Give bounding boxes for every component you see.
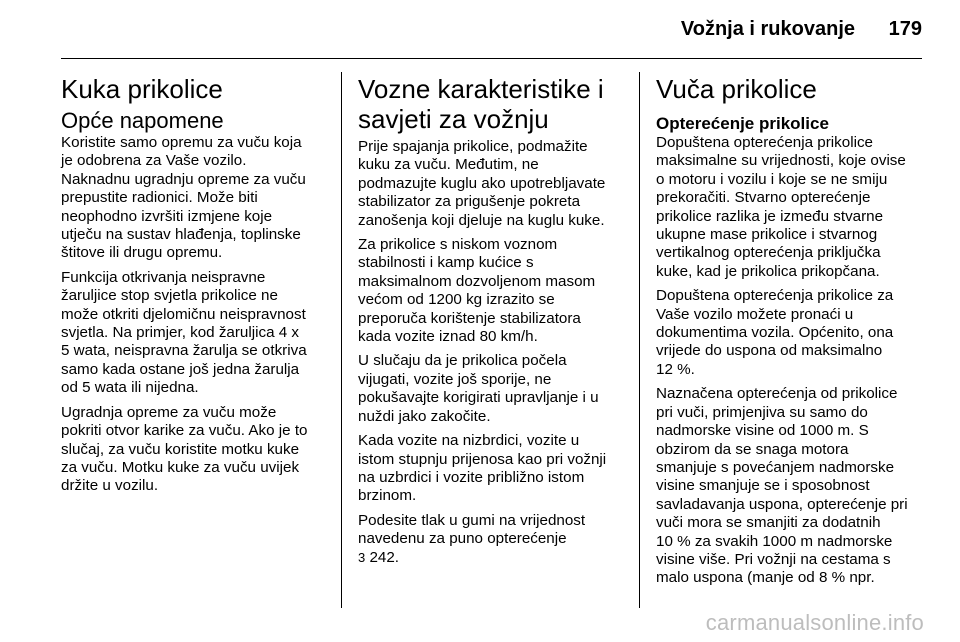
paragraph: Prije spajanja prikolice, podmažite kuku za vuču. Međutim, ne podmazujte kuglu ako upotrebljavate stabilizator za prigušenje pokreta zanošenja koji djeluje na kuglu kuke. — [358, 138, 606, 229]
section-heading-vuca-prikolice: Vuča prikolice — [656, 74, 817, 104]
column-3 — [656, 72, 924, 594]
column-1 — [61, 72, 327, 502]
header-divider — [61, 58, 922, 59]
page-reference-number: 242. — [365, 548, 400, 566]
paragraph: U slučaju da je prikolica počela vijugati, vozite još sporije, ne pokušavajte korigirati upravljanje i u nuždi jako zakočite. — [358, 352, 599, 425]
watermark: carmanualsonline.info — [705, 610, 924, 635]
section-heading-kuka-prikolice: Kuka prikolice — [61, 74, 223, 104]
paragraph: Funkcija otkrivanja neispravne žaruljice stop svjetla prikolice ne može otkriti djelomičnu neispravnost svjetla. Na primjer, kod žaruljica 4 x 5 wata, neispravna žarulja se otkriva samo kada ostane još jedna žarulja od 5 wata ili nijedna. — [61, 268, 307, 397]
paragraph: Dopuštena opterećenja prikolice za Vaše vozilo možete pronaći u dokumentima vozila. Općenito, ona vrijede do uspona od maksimalno 12 %. — [656, 287, 894, 378]
page-reference[interactable] — [358, 549, 626, 567]
subsection-heading-opterecenje-prikolice: Opterećenje prikolice — [656, 114, 829, 133]
paragraph: Dopuštena opterećenja prikolice maksimalne su vrijednosti, koje ovise o motoru i vozilu i koje se ne smiju prekoračiti. Stvarno opterećenje prikolice razlika je između stvarne ukupne mase prikolice i stvarnog vertikalnog opterećenja priključka kuke, kad je prikolica prikopčana. — [656, 134, 906, 280]
paragraph: Ugradnja opreme za vuču može pokriti otvor karike za vuču. Ako je to slučaj, za vuču koristite motku kuke za vuču. Motku kuke za vuču uvijek držite u vozilu. — [61, 403, 308, 495]
section-heading-vozne-karakteristike: Vozne karakteristike i savjeti za vožnju — [358, 74, 604, 134]
paragraph: Kada vozite na nizbrdici, vozite u istom stupnju prijenosa kao pri vožnji na uzbrdici i vozite približno istom brzinom. — [358, 432, 607, 505]
paragraph: Koristite samo opremu za vuču koja je odobrena za Vaše vozilo. Naknadnu ugradnju opreme za vuču prepustite radionici. Može biti neophodno izvršiti izmjene koje utječu na sustav hlađenja, toplinske štitove ili drugu opremu. — [61, 134, 306, 262]
column-2 — [358, 72, 626, 573]
subsection-heading-opce-napomene: Opće napomene — [61, 108, 224, 133]
column-divider-1 — [341, 72, 342, 608]
page-header — [0, 0, 960, 60]
column-divider-2 — [639, 72, 640, 608]
page-reference-icon: 3 — [358, 549, 366, 565]
page-number: 179 — [888, 18, 922, 40]
paragraph: Podesite tlak u gumi na vrijednost navedenu za puno opterećenje — [358, 511, 586, 548]
paragraph: Naznačena opterećenja od prikolice pri vuči, primjenjiva su samo do nadmorske visine od 1000 m. S obzirom da se snaga motora smanjuje s povećanjem nadmorske visine smanjuje se i sposobnost savladavanja uspona, opterećenje pri vuči mora se smanjiti za dodatnih 10 % za svakih 1000 m nadmorske visine više. Pri vožnji na cestama s malo uspona (manje od 8 % npr. — [656, 385, 908, 587]
paragraph: Za prikolice s niskom voznom stabilnosti i kamp kućice s maksimalnom dozvoljenom masom većom od 1200 kg izrazito se preporuča korištenje stabilizatora kada vozite iznad 80 km/h. — [358, 236, 596, 346]
header-title: Vožnja i rukovanje — [680, 18, 855, 40]
